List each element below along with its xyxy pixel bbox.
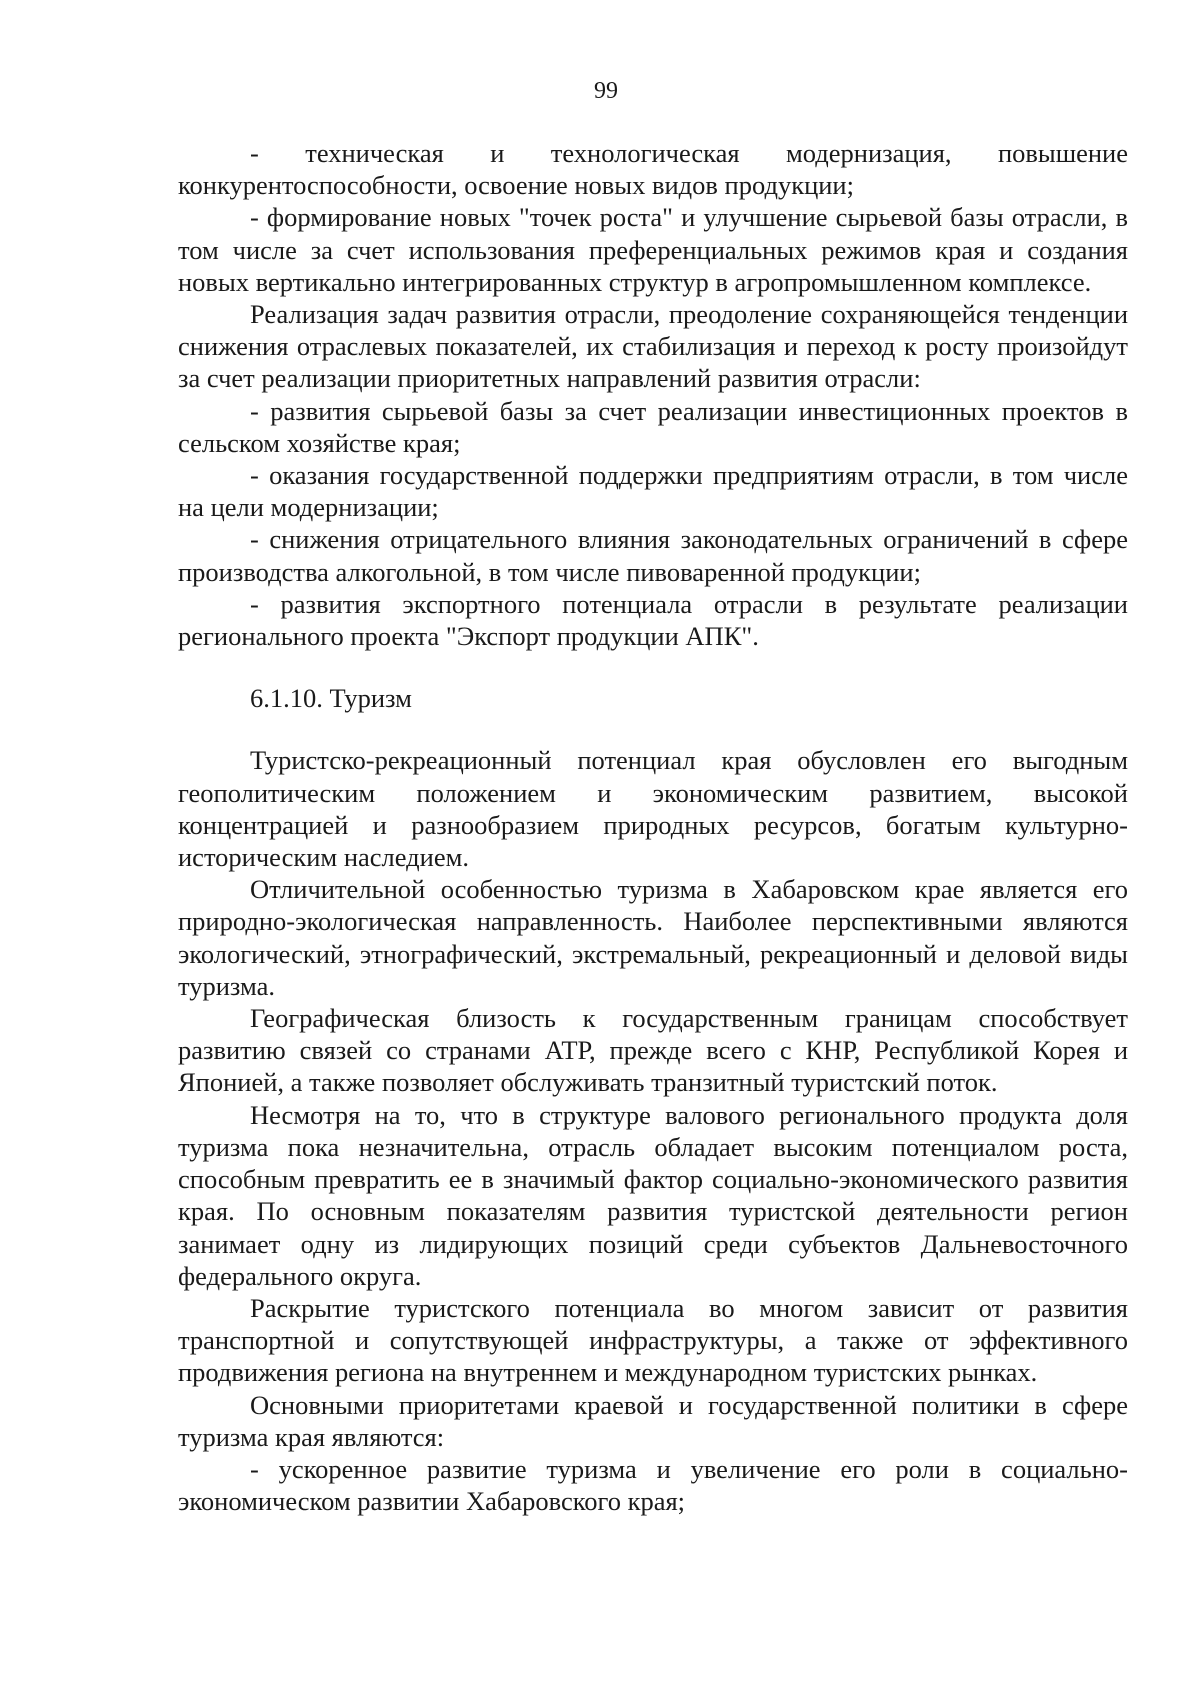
paragraph: Туристско-рекреационный потенциал края обусловлен его выгодным геополитическим положением и экономическим развитием, высокой концентрацией и разнообразием природных ресурсов, богатым культурно-историческим наследием. [178, 745, 1128, 873]
list-item: - техническая и технологическая модернизация, повышение конкурентоспособности, освоение новых видов продукции; [178, 138, 1128, 201]
paragraph: Отличительной особенностью туризма в Хабаровском крае является его природно-экологическая направленность. Наиболее перспективными являются экологический, этнографический, экстремальный, рекреационный и деловой виды туризма. [178, 874, 1128, 1001]
paragraph: Основными приоритетами краевой и государственной политики в сфере туризма края являются: [178, 1389, 1128, 1452]
list-item: - ускоренное развитие туризма и увеличение его роли в социально-экономическом развитии Хабаровского края; [178, 1453, 1128, 1517]
document-body [178, 137, 1128, 1517]
section-heading: 6.1.10. Туризм [250, 683, 412, 714]
paragraph: Географическая близость к государственным границам способствует развитию связей со странами АТР, прежде всего с КНР, Республикой Корея и Японией, а также позволяет обслуживать транзитный туристский поток. [178, 1003, 1128, 1098]
list-item: - развития экспортного потенциала отрасли в результате реализации регионального проекта "Экспорт продукции АПК". [178, 588, 1128, 652]
paragraph: Реализация задач развития отрасли, преодоление сохраняющейся тенденции снижения отраслевых показателей, их стабилизация и переход к росту произойдут за счет реализации приоритетных направлений развития отрасли: [178, 299, 1128, 394]
list-item: - развития сырьевой базы за счет реализации инвестиционных проектов в сельском хозяйстве края; [178, 395, 1128, 458]
list-item: - снижения отрицательного влияния законодательных ограничений в сфере производства алкогольной, в том числе пивоваренной продукции; [178, 524, 1128, 587]
paragraph: Несмотря на то, что в структуре валового регионального продукта доля туризма пока незначительна, отрасль обладает высоким потенциалом роста, способным превратить ее в значимый фактор социально-экономического развития края. По основным показателям развития туристской деятельности регион занимает одну из лидирующих позиций среди субъектов Дальневосточного федерального округа. [178, 1099, 1128, 1291]
list-item: - формирование новых "точек роста" и улучшение сырьевой базы отрасли, в том числе за счет использования преференциальных режимов края и создания новых вертикально интегрированных структур в агропромышленном комплексе. [178, 202, 1128, 297]
paragraph: Раскрытие туристского потенциала во многом зависит от развития транспортной и сопутствующей инфраструктуры, а также от эффективного продвижения региона на внутреннем и международном туристских рынках. [178, 1292, 1128, 1388]
list-item: - оказания государственной поддержки предприятиям отрасли, в том числе на цели модернизации; [178, 460, 1128, 523]
page-number: 99 [594, 78, 618, 104]
